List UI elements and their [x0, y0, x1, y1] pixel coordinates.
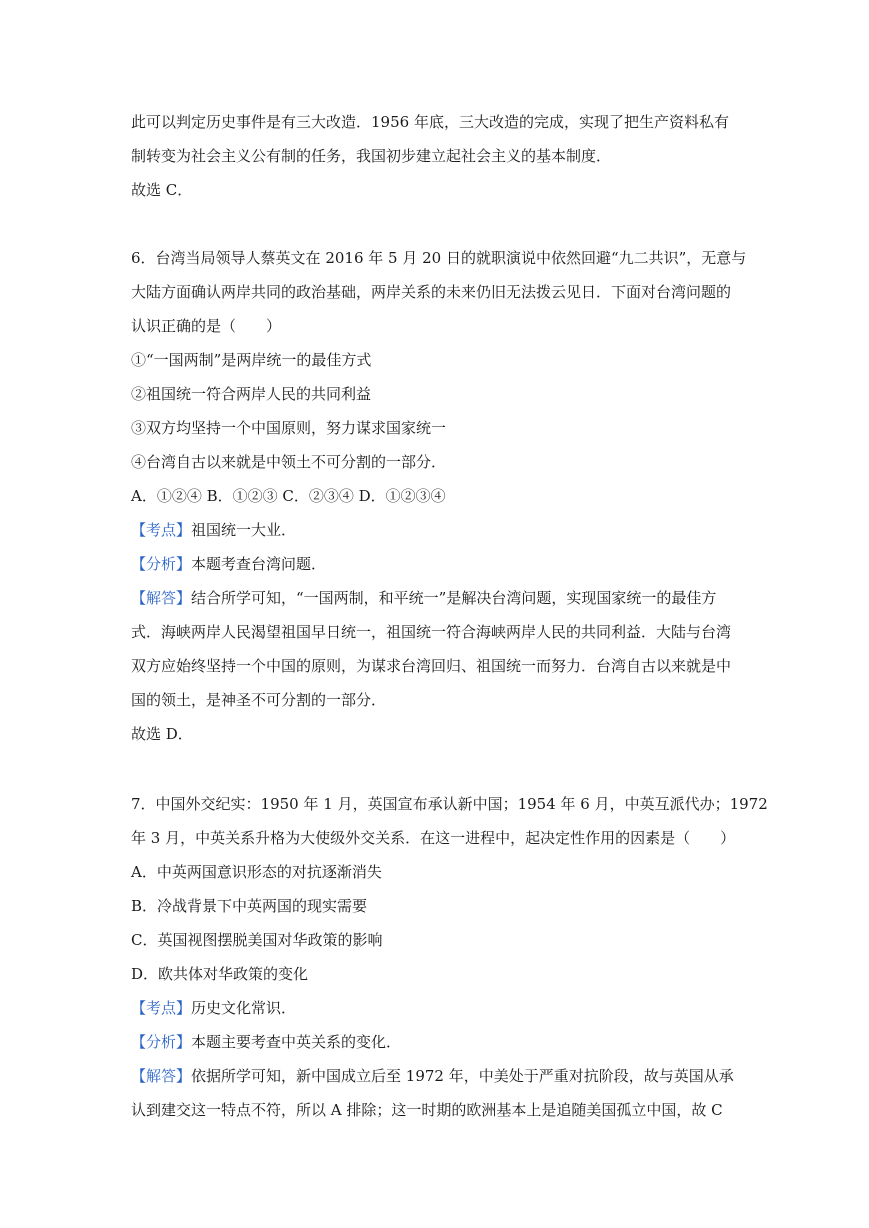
- q7-jieda-line-1: [131, 1066, 734, 1086]
- q6-fenxi: [131, 554, 326, 574]
- q6-options: A．①②④ B．①②③ C．②③④ D．①②③④: [131, 487, 446, 505]
- q7-option-d: D．欧共体对华政策的变化: [131, 965, 309, 983]
- kaodian-tag: 【考点】: [131, 999, 192, 1017]
- q6-statement-4: ④台湾自古以来就是中领土不可分割的一部分．: [131, 453, 447, 471]
- q5-explanation-line-1: 此可以判定历史事件是有三大改造．1956 年底，三大改造的完成，实现了把生产资料私有: [131, 113, 729, 131]
- fenxi-tag: 【分析】: [131, 555, 192, 573]
- q7-kaodian: [131, 998, 296, 1018]
- q6-jieda-line-4: 国的领土，是神圣不可分割的一部分．: [131, 691, 387, 709]
- q6-statement-2: ②祖国统一符合两岸人民的共同利益: [131, 385, 372, 403]
- jieda-tag: 【解答】: [131, 589, 192, 607]
- q5-conclusion: 故选 C．: [131, 181, 193, 199]
- q6-kaodian: [131, 520, 296, 540]
- q7-jieda-line-2: 认到建交这一特点不符，所以 A 排除；这一时期的欧洲基本上是追随美国孤立中国，故 C: [131, 1101, 723, 1119]
- q7-option-c: C．英国视图摆脱美国对华政策的影响: [131, 931, 383, 949]
- fenxi-text: 本题考查台湾问题．: [191, 555, 327, 573]
- q5-explanation-line-2: 制转变为社会主义公有制的任务，我国初步建立起社会主义的基本制度．: [131, 147, 612, 165]
- q6-stem-line-2: 大陆方面确认两岸共同的政治基础，两岸关系的未来仍旧无法拨云见日．下面对台湾问题的: [131, 283, 732, 301]
- q6-jieda-line-3: 双方应始终坚持一个中国的原则，为谋求台湾回归、祖国统一而努力．台湾自古以来就是中: [131, 657, 732, 675]
- q7-stem-line-1: 7．中国外交纪实：1950 年 1 月，英国宣布承认新中国；1954 年 6 月，中英互派代办；1972: [131, 795, 768, 813]
- q6-statement-3: ③双方均坚持一个中国原则，努力谋求国家统一: [131, 419, 447, 437]
- jieda-text: 依据所学可知，新中国成立后至 1972 年，中美处于严重对抗阶段，故与英国从承: [191, 1067, 734, 1085]
- jieda-text: 结合所学可知，“一国两制，和平统一”是解决台湾问题，实现国家统一的最佳方: [191, 589, 717, 607]
- q7-fenxi: [131, 1032, 401, 1052]
- q6-jieda-line-2: 式．海峡两岸人民渴望祖国早日统一，祖国统一符合海峡两岸人民的共同利益．大陆与台湾: [131, 623, 732, 641]
- q7-option-a: A．中英两国意识形态的对抗逐渐消失: [131, 863, 382, 881]
- q7-stem-line-2: 年 3 月，中英关系升格为大使级外交关系．在这一进程中，起决定性作用的因素是（ ）: [131, 829, 736, 847]
- q6-conclusion: 故选 D．: [131, 725, 193, 743]
- q6-stem-line-1: 6．台湾当局领导人蔡英文在 2016 年 5 月 20 日的就职演说中依然回避“九二共识”，无意与: [131, 249, 747, 267]
- kaodian-text: 历史文化常识．: [191, 999, 297, 1017]
- q7-option-b: B．冷战背景下中英两国的现实需要: [131, 897, 368, 915]
- kaodian-tag: 【考点】: [131, 521, 192, 539]
- fenxi-tag: 【分析】: [131, 1033, 192, 1051]
- q6-jieda-line-1: [131, 588, 716, 608]
- jieda-tag: 【解答】: [131, 1067, 192, 1085]
- q6-stem-line-3: 认识正确的是（ ）: [131, 317, 282, 335]
- fenxi-text: 本题主要考查中英关系的变化．: [191, 1033, 402, 1051]
- q6-statement-1: ①“一国两制”是两岸统一的最佳方式: [131, 351, 372, 369]
- kaodian-text: 祖国统一大业．: [191, 521, 297, 539]
